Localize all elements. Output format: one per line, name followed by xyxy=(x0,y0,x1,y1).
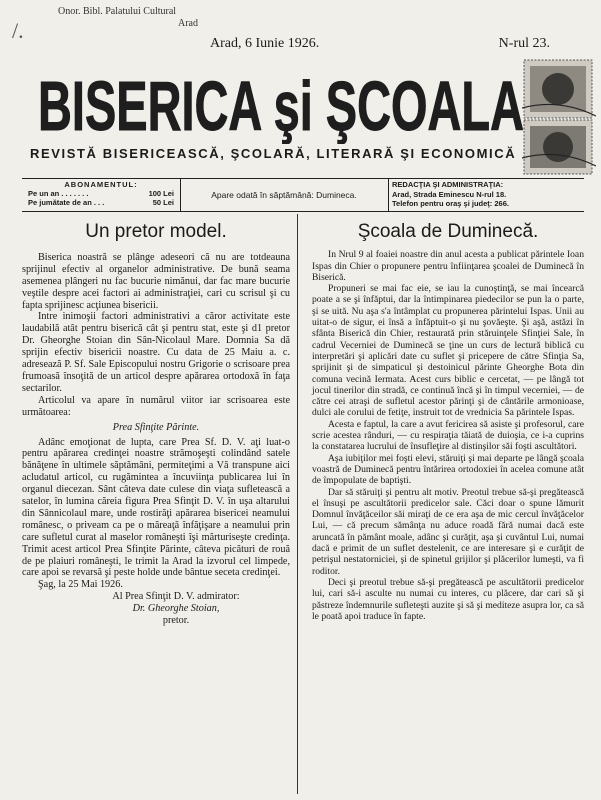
masthead xyxy=(36,62,526,144)
article-scoala xyxy=(312,214,584,622)
signature-name: Dr. Gheorghe Stoian, xyxy=(132,603,220,615)
subscription-row xyxy=(22,189,180,198)
signature-role: pretor. xyxy=(162,615,190,627)
paragraph: Adânc emoţionat de lupta, care Prea Sf. D. V. aţi luat-o pentru apărarea credinţei noastre strămoşeşti colindând satele bănăţene în ultimele săptămâni, permiteţimi a Vă transpune aici acludatul articol, cu rugămintea a încuviinţa publicarea lui în organul diecezan. Sânt câteva date culese din viaţa sufletească a satelor, în lumina căreia figura Prea Sfinţit D. V. în uşa altarului din Sânnicolaul mare, unde rostirăţi apărarea bisericei neamului românesc, o priveam ca pe o măreaţă înfăţişare a neamului prin care sufletul curat al maselor româneşti îşi mărturiseşte credinţa. Trimit acest articol Prea Sfinţite Părinte, câteva picături de rouă de pe plaiuri româneşti, le trimit la Arad la izvorul cel limpede, care apoi se revarsă şi peste holde unde bântue seceta credinţei. xyxy=(22,436,290,579)
subscription-box xyxy=(22,179,181,211)
subscription-label: Pe jumătate de an . . . xyxy=(28,198,105,207)
office-heading: REDACŢIA ŞI ADMINISTRAŢIA: xyxy=(392,180,504,189)
subscription-label: Pe un an . . . . . . . xyxy=(28,189,89,198)
subscription-price: 50 Lei xyxy=(152,198,174,207)
stamp-line-1: Onor. Bibl. Palatului Cultural xyxy=(58,6,177,17)
subscription-price: 100 Lei xyxy=(148,189,174,198)
paragraph: Propuneri se mai fac eie, se iau la cunoştinţă, se mai încearcă poate a se şi înfăptui, dar la întimpinarea piedecilor se pun la o parte, şi se uită. Nu aşa s'a întâmplat cu propunerea părintelui Ispas. Unii au uitat-o de sigur, ei însă a înfăptuit-o şi nu şovăeşte. Şi aşă, astăzi în sfânta Biserică din Chier, restaurată prin stăruinţele Sfinţiei Sale, în cadrul Vecerniei de Duminecă se ţine un curs de lectură biblică cu interpretări şi aplicări date cu suflet şi pricepere de către Sfinţia Sa, sprijinit şi de simpaticul şi destoinicul părinte Gheorghe Bota din comuna vecină Iermata. Acest curs biblic e cercetat, — pe lângă tot jocul tinerilor din stradă, ce continuă încă şi în timpul vecerniei, — de către cei atraşi de sufletul acestor părinţi şi de cântările armonioase, dulci ale corului de fetiţe, instruit tot de vrednicia Sa părintele Ispas. xyxy=(312,283,584,419)
paragraph: Aşa iubiţilor mei foşti elevi, stăruiţi şi mai departe pe lângă şcoala voastră de Duminecă pentru întărirea ortodoxiei în acelea comune atât de împopulate de baptişti. xyxy=(312,452,584,487)
place-date: Şag, la 25 Mai 1926. xyxy=(38,579,123,591)
issue-date: Arad, 6 Iunie 1926. xyxy=(210,36,320,51)
article-title: Un pretor model. xyxy=(85,221,227,242)
subscription-heading: ABONAMENTUL: xyxy=(64,180,138,189)
info-bar xyxy=(22,178,584,212)
library-stamp xyxy=(58,6,258,30)
signature-line: Al Prea Sfinţit D. V. admirator: xyxy=(112,591,240,603)
subscription-row xyxy=(22,198,180,207)
masthead-title-text: BISERICA şi ŞCOALA xyxy=(38,67,524,144)
office-address: Arad, Strada Eminescu N-rul 18. xyxy=(392,189,507,199)
editorial-office xyxy=(392,180,582,209)
article-pretor xyxy=(22,214,290,627)
postage-stamps-icon xyxy=(522,58,596,176)
column-divider xyxy=(297,214,298,794)
paragraph: Dar să stăruiţi şi pentru alt motiv. Preotul trebue să-şi pregătească el însuşi pe ascultătorii predicelor sale. Căci doar o spune lămurit Domnul învăţăceilor săi miraţi de ce era aşa de mic cercul învăţăcelor Lui, — că precum sămânţa nu aduce roadă fără numai dacă este aruncată în pământ moale, adânc şi curăţit, aşa şi cuvântul Lui, numai dacă e primit de un suflet destelenit, ce are interesare şi e curăţit de petrişul nestatorniciei, şi de spinetul grijilor şi plăcerilor lumeşti, va fi roditor. xyxy=(312,486,584,577)
paragraph: Intre inimoşii factori administrativi a căror activitate este laudabilă atât pentru biserică cât şi pentru stat, este şi d1 pretor Dr. Gheorghe Stoian din Sân-Nicolaul Mare. Domnia Sa dă sprijin efectiv bisericii noastre. Cu data de 25 Maiu a. c. adresează P. Sf. Sale Episcopului nostru Grigorie o scrisoare prea frumoasă însoţită de un articol despre apărarea ortodoxă în faţa sectarilor. xyxy=(22,311,290,394)
issue-number: N-rul 23. xyxy=(498,36,550,51)
letter-salutation: Prea Sfinţite Părinte. xyxy=(112,421,200,433)
dateline xyxy=(60,36,550,58)
paragraph: Articolul va apare în numărul viitor iar scrisoarea este următoarea: xyxy=(22,394,290,418)
publication-frequency: Apare odată în săptămână: Dumineca. xyxy=(180,179,389,211)
article-title: Şcoala de Duminecă. xyxy=(357,221,539,242)
paragraph: Biserica noastră se plânge adeseori că nu are totdeauna sprijinul efectiv al organelor administrative. De bună seama asemenea plângeri nu fac bucurie nimănui, dar fac mare bucurie veştile despre acei factori ai administraţiei, cari cu scrisul şi cu fapta sprijinesc acţiunea bisericii. xyxy=(22,251,290,311)
masthead-title xyxy=(36,62,526,144)
paragraph: Deci şi preotul trebue să-şi pregătească pe ascultătorii predicelor lui, cari să-i asculte nu numai cu interes, cu plăcere, dar cari să şi păstreze îndemnurile sufleteşti auzite şi să şi mediteze asupra lor, ca să le poată apoi traduce în fapte. xyxy=(312,576,584,622)
office-phone: Telefon pentru oraş şi judeţ: 266. xyxy=(392,199,509,208)
paragraph: Acesta e faptul, la care a avut fericirea să asiste şi profesorul, care scrie acestea rânduri, — cu respiraţia tăiată de duioşia, ce i-a cuprins la constatarea lucrului de însufleţire al distinşilor săi foşti ascultători. xyxy=(312,418,584,453)
masthead-subtitle: REVISTĂ BISERICEASCĂ, ŞCOLARĂ, LITERARĂ ŞI ECONOMICĂ xyxy=(30,146,517,161)
pen-mark: /. xyxy=(12,18,24,43)
paragraph: In Nrul 9 al foaiei noastre din anul acesta a publicat părintele Ioan Ispas din Chier o propunere pentru înfiinţarea şcoalei de Duminecă în Biserică. xyxy=(312,249,584,283)
stamp-line-2: Arad xyxy=(178,18,198,29)
